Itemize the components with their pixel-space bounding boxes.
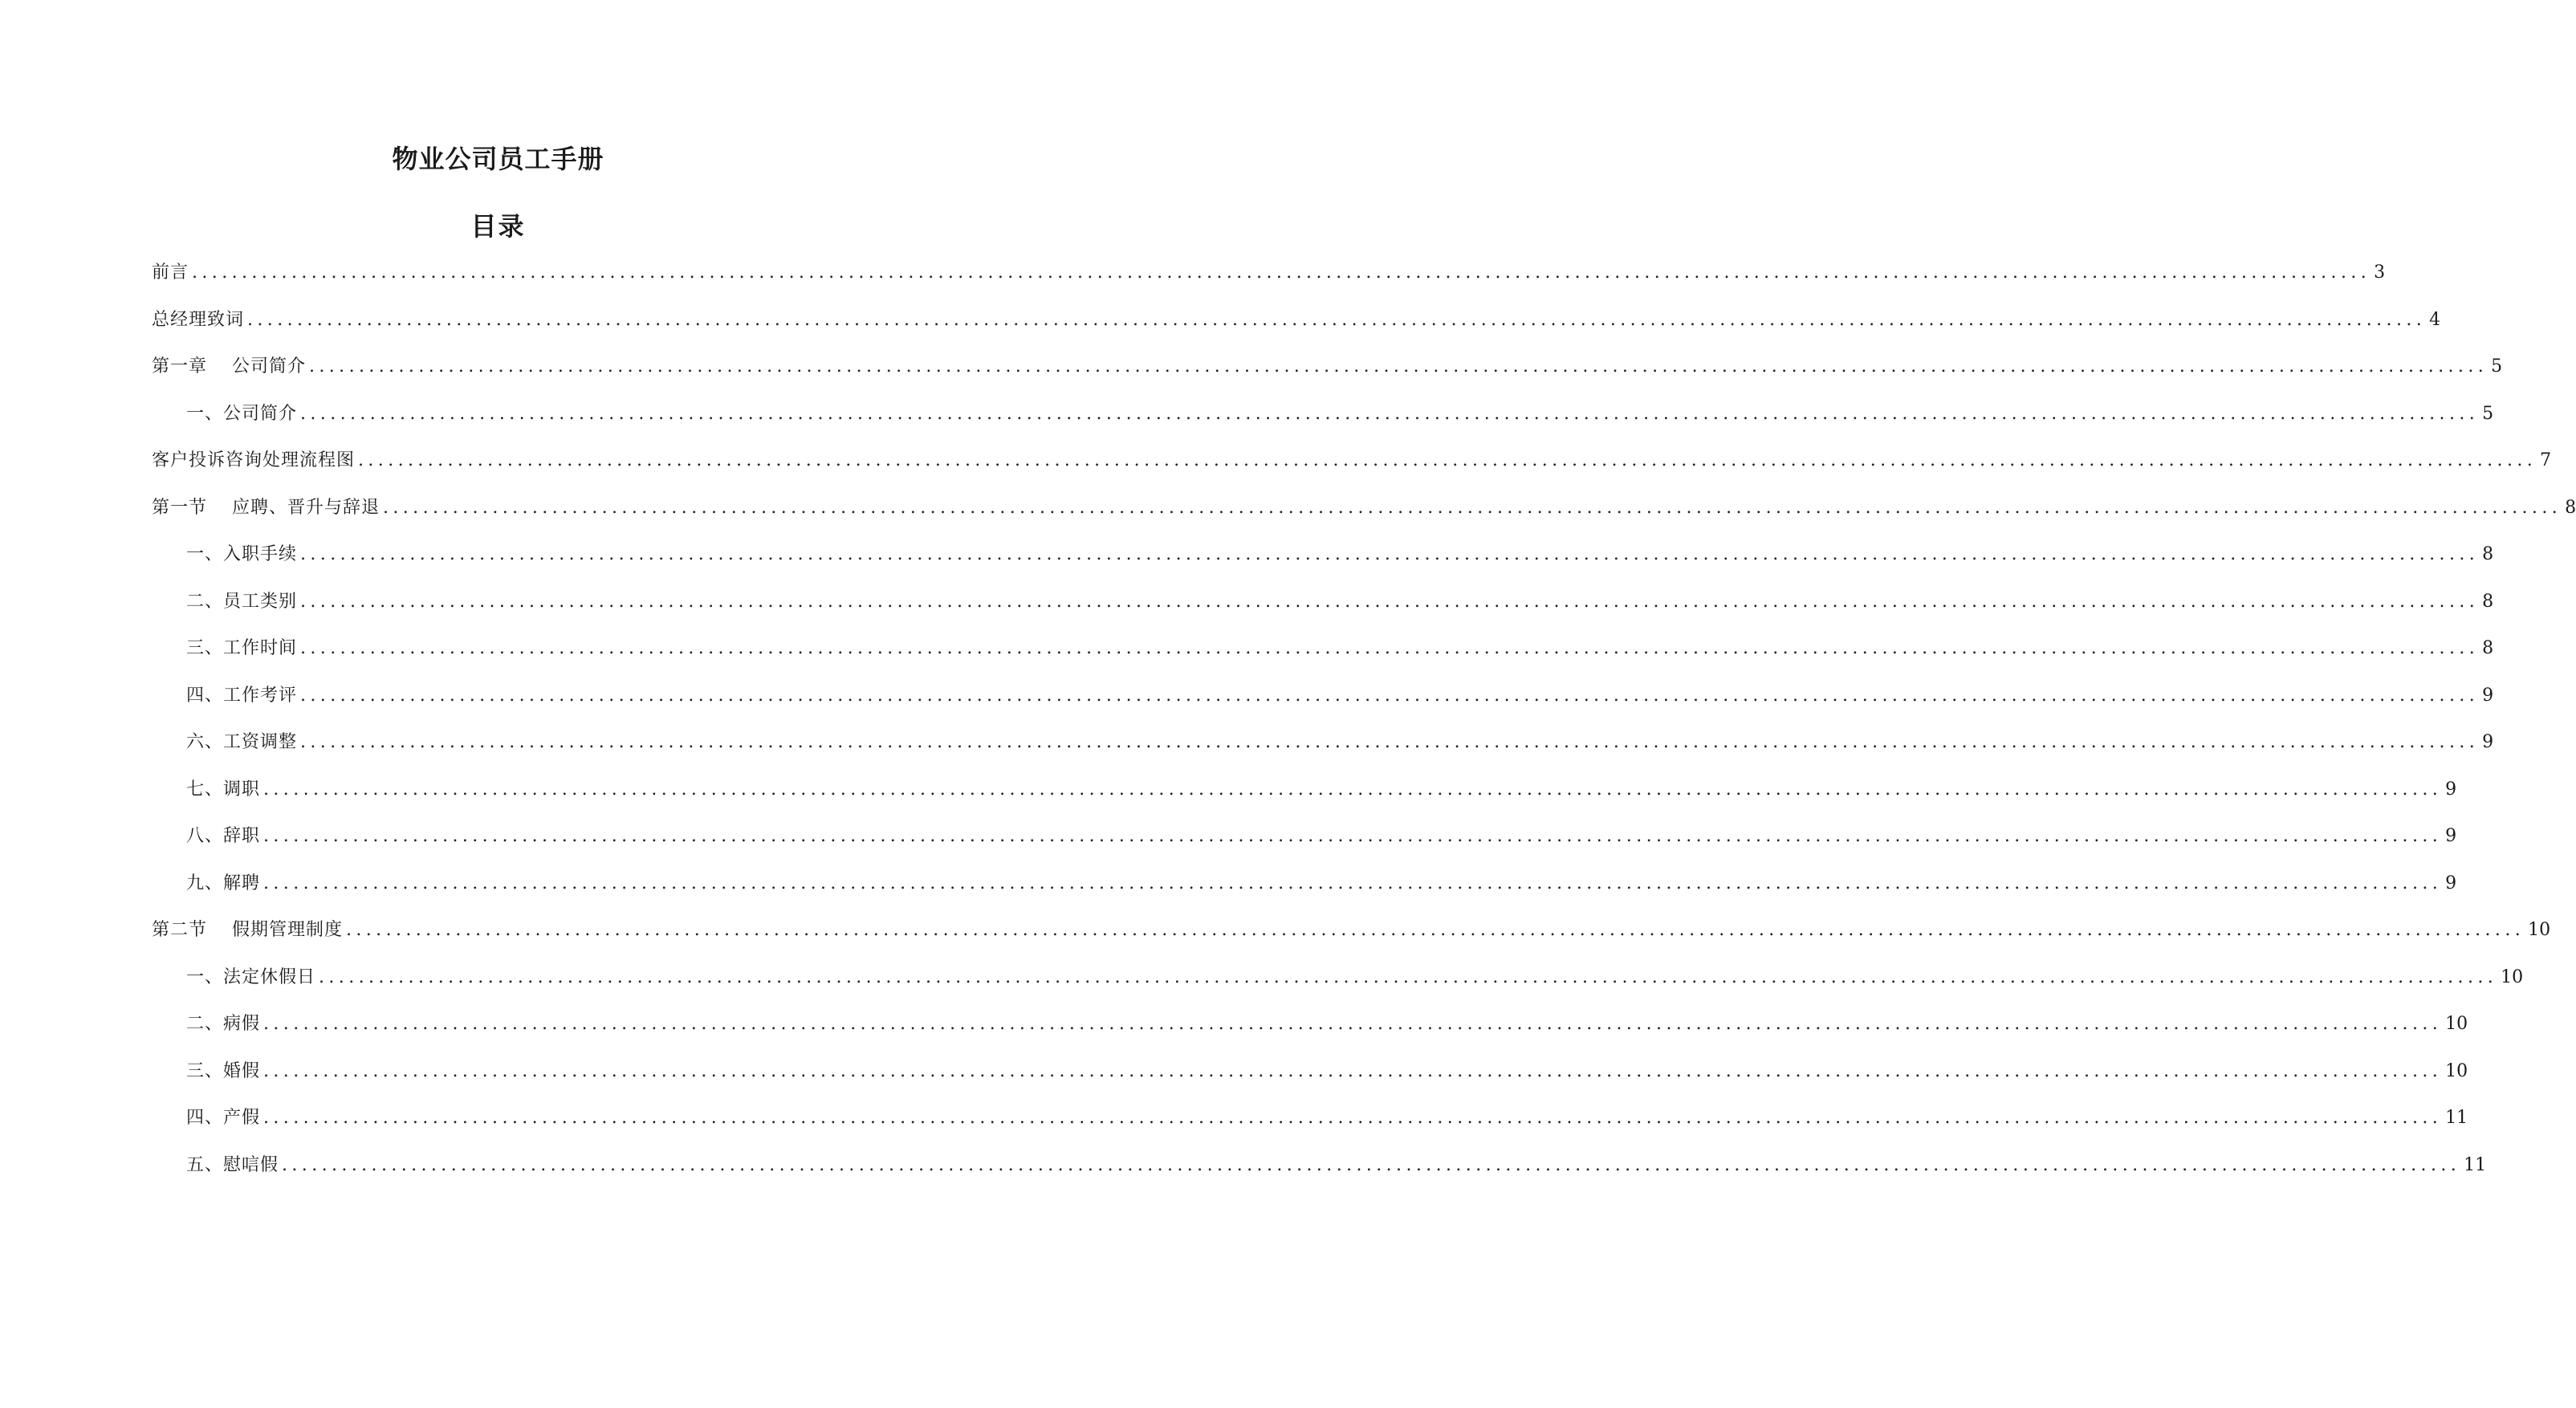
- toc-dot-leader: ...........................................................................................................................................................................................................................: [192, 262, 2371, 283]
- toc-dot-leader: ...........................................................................................................................................................................................................................: [358, 450, 2537, 470]
- toc-entry-label: 前言: [152, 262, 189, 283]
- toc-entry-label: 一、入职手续: [186, 544, 298, 564]
- toc-entry[interactable]: [152, 916, 2551, 945]
- toc-dot-leader: ...........................................................................................................................................................................................................................: [309, 356, 2489, 376]
- toc-page-number: 9: [2445, 779, 2457, 800]
- toc-page-number: 4: [2429, 309, 2441, 330]
- toc-dot-leader: ...........................................................................................................................................................................................................................: [383, 497, 2562, 518]
- toc-entry-label: 第一节 应聘、晋升与辞退: [152, 497, 380, 518]
- toc-dot-leader: ...........................................................................................................................................................................................................................: [263, 1108, 2443, 1128]
- toc-entry[interactable]: [152, 352, 2503, 381]
- toc-page-number: 8: [2565, 497, 2576, 518]
- toc-dot-leader: ...........................................................................................................................................................................................................................: [300, 732, 2480, 752]
- toc-dot-leader: ...........................................................................................................................................................................................................................: [263, 1014, 2443, 1034]
- toc-entry[interactable]: [152, 258, 2386, 287]
- toc-page-number: 5: [2482, 403, 2494, 424]
- toc-entry[interactable]: [152, 494, 2576, 523]
- toc-entry-label: 二、病假: [186, 1014, 261, 1034]
- toc-page-number: 10: [2501, 966, 2524, 987]
- toc-page-number: 9: [2482, 685, 2494, 706]
- toc-entry-label: 第一章 公司简介: [152, 356, 306, 376]
- toc-entry[interactable]: [186, 1057, 2468, 1086]
- toc-page-number: 10: [2528, 920, 2551, 940]
- toc-dot-leader: ...........................................................................................................................................................................................................................: [282, 1154, 2461, 1175]
- toc-page-number: 7: [2540, 450, 2552, 470]
- toc-page-number: 8: [2482, 638, 2494, 658]
- toc-page-number: 9: [2445, 826, 2457, 846]
- toc-dot-leader: ...........................................................................................................................................................................................................................: [263, 1060, 2443, 1081]
- toc-dot-leader: ...........................................................................................................................................................................................................................: [263, 826, 2443, 846]
- toc-entry-label: 二、员工类别: [186, 591, 298, 612]
- toc-page-number: 9: [2482, 732, 2494, 752]
- toc-entry[interactable]: [186, 728, 2494, 757]
- toc-entry[interactable]: [152, 446, 2552, 475]
- toc-entry[interactable]: [152, 306, 2441, 335]
- toc-page-number: 10: [2445, 1014, 2468, 1034]
- toc-entry[interactable]: [186, 1104, 2468, 1133]
- toc-entry[interactable]: [186, 869, 2457, 898]
- toc-entry-label: 七、调职: [186, 779, 261, 800]
- toc-entry-label: 八、辞职: [186, 826, 261, 846]
- toc-entry[interactable]: [186, 1010, 2468, 1039]
- toc-dot-leader: ...........................................................................................................................................................................................................................: [319, 966, 2498, 987]
- toc-dot-leader: ...........................................................................................................................................................................................................................: [346, 920, 2525, 940]
- toc-entry-label: 五、慰唁假: [186, 1154, 279, 1175]
- toc-entry-label: 四、产假: [186, 1108, 261, 1128]
- toc-dot-leader: ...........................................................................................................................................................................................................................: [247, 309, 2427, 330]
- toc-entry[interactable]: [186, 400, 2494, 429]
- toc-heading: 目录: [470, 211, 526, 242]
- toc-dot-leader: ...........................................................................................................................................................................................................................: [263, 779, 2443, 800]
- toc-dot-leader: ...........................................................................................................................................................................................................................: [300, 685, 2480, 706]
- toc-entry-label: 一、公司简介: [186, 403, 298, 424]
- toc-entry-label: 九、解聘: [186, 873, 261, 893]
- toc-page-number: 10: [2445, 1060, 2468, 1081]
- toc-entry[interactable]: [186, 775, 2457, 804]
- toc-page-number: 9: [2445, 873, 2457, 893]
- toc-page-number: 5: [2491, 356, 2503, 376]
- toc-entry[interactable]: [186, 682, 2494, 710]
- toc-entry-label: 三、工作时间: [186, 638, 298, 658]
- toc-page-number: 8: [2482, 591, 2494, 612]
- toc-entry-label: 四、工作考评: [186, 685, 298, 706]
- toc-page-number: 11: [2445, 1108, 2468, 1128]
- toc-entry-label: 六、工资调整: [186, 732, 298, 752]
- toc-page-number: 11: [2464, 1154, 2487, 1175]
- document-title: 物业公司员工手册: [392, 144, 604, 174]
- toc-entry[interactable]: [186, 540, 2494, 569]
- toc-dot-leader: ...........................................................................................................................................................................................................................: [263, 873, 2443, 893]
- toc-page-number: 8: [2482, 544, 2494, 564]
- toc-entry-label: 总经理致词: [152, 309, 245, 330]
- toc-page-number: 3: [2374, 262, 2386, 283]
- toc-entry[interactable]: [186, 588, 2494, 617]
- toc-entry-label: 一、法定休假日: [186, 966, 316, 987]
- toc-dot-leader: ...........................................................................................................................................................................................................................: [300, 591, 2480, 612]
- toc-dot-leader: ...........................................................................................................................................................................................................................: [300, 403, 2480, 424]
- toc-entry-label: 客户投诉咨询处理流程图: [152, 450, 356, 470]
- toc-entry-label: 三、婚假: [186, 1060, 261, 1081]
- toc-entry[interactable]: [186, 634, 2494, 663]
- toc-entry[interactable]: [186, 1151, 2487, 1180]
- toc-entry[interactable]: [186, 963, 2524, 992]
- toc-dot-leader: ...........................................................................................................................................................................................................................: [300, 544, 2480, 564]
- toc-entry[interactable]: [186, 822, 2457, 851]
- toc-entry-label: 第二节 假期管理制度: [152, 920, 343, 940]
- toc-dot-leader: ...........................................................................................................................................................................................................................: [300, 638, 2480, 658]
